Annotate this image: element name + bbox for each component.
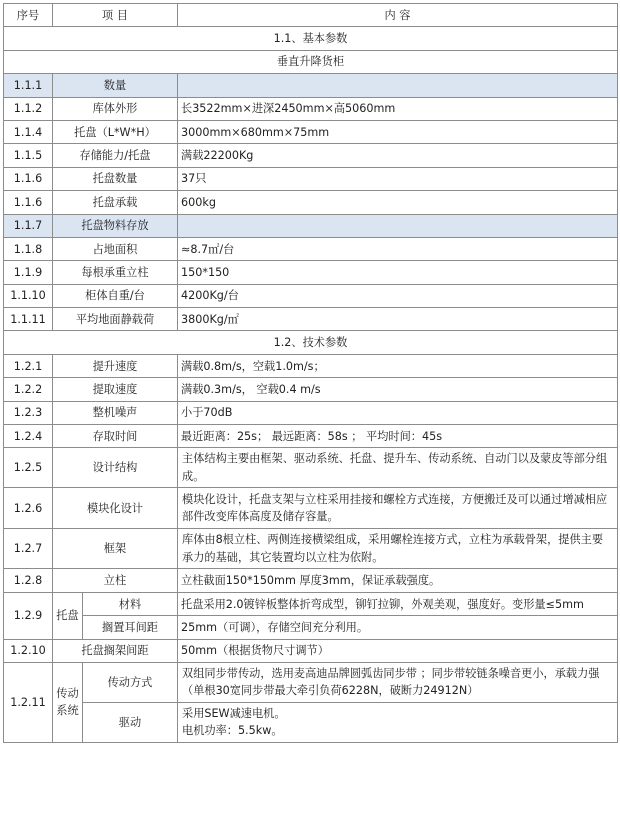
row-no: 1.1.2 [4,97,53,120]
row-no: 1.1.11 [4,308,53,331]
group-129-row [4,616,618,639]
basic-row [4,167,618,190]
row-item: 柜体自重/台 [53,284,178,307]
basic-row [4,237,618,260]
tech-row [4,529,618,569]
row-item: 托盘搁架间距 [53,639,178,662]
basic-row [4,261,618,284]
row-no: 1.1.6 [4,167,53,190]
row-no: 1.2.9 [4,592,53,639]
row-content: 37只 [178,167,618,190]
row-group: 托盘 [53,592,83,639]
row-item: 框架 [53,529,178,569]
row-item: 提升速度 [53,354,178,377]
header-no: 序号 [4,4,53,27]
section-basic-title: 1.1、基本参数 [4,27,618,50]
row-no: 1.1.8 [4,237,53,260]
basic-row [4,308,618,331]
group-129-row [4,592,618,615]
row-content [178,214,618,237]
section-tech-row [4,331,618,354]
basic-row [4,284,618,307]
row-content: 托盘采用2.0镀锌板整体折弯成型，铆钉拉铆，外观美观，强度好。变形量≤5mm [178,592,618,615]
header-content: 内 容 [178,4,618,27]
section-basic-subtitle: 垂直升降货柜 [4,50,618,73]
row-item: 库体外形 [53,97,178,120]
row-content [178,702,618,742]
basic-row [4,214,618,237]
section-tech-title: 1.2、技术参数 [4,331,618,354]
row-content: 50mm（根据货物尺寸调节） [178,639,618,662]
spec-table-body [4,4,618,743]
row-content: 满载0.8m/s，空载1.0m/s； [178,354,618,377]
basic-row [4,120,618,143]
row-no: 1.1.9 [4,261,53,284]
row-content: 4200Kg/台 [178,284,618,307]
row-content: 小于70dB [178,401,618,424]
row-group: 传动系统 [53,662,83,742]
row-content: 满载0.3m/s， 空载0.4 m/s [178,378,618,401]
row-item: 搁置耳间距 [83,616,178,639]
row-item: 材料 [83,592,178,615]
basic-row [4,74,618,97]
row-content: 库体由8根立柱、两侧连接横梁组成，采用螺栓连接方式，立柱为承载骨架，提供主要承力的基础，其它装置均以立柱为依附。 [178,529,618,569]
basic-row [4,191,618,214]
row-no: 1.2.7 [4,529,53,569]
row-content: 双组同步带传动，选用麦高迪品牌圆弧齿同步带 ；同步带较链条噪音更小，承载力强（单根30宽同步带最大牵引负荷6228N，破断力24912N） [178,662,618,702]
tech-row [4,354,618,377]
row-item: 整机噪声 [53,401,178,424]
section-basic-sub-row [4,50,618,73]
row-no: 1.1.5 [4,144,53,167]
row-item: 立柱 [53,569,178,592]
row-item: 托盘（L*W*H） [53,120,178,143]
row-item: 数量 [53,74,178,97]
row-content: 长3522mm×进深2450mm×高5060mm [178,97,618,120]
row-item: 传动方式 [83,662,178,702]
row-content: 3000mm×680mm×75mm [178,120,618,143]
tech-row [4,425,618,448]
row-content-line: 电机功率：5.5kw。 [182,724,283,738]
row-no: 1.1.10 [4,284,53,307]
row-no: 1.2.5 [4,448,53,488]
row-item: 占地面积 [53,237,178,260]
row-no: 1.2.4 [4,425,53,448]
row-no: 1.1.6 [4,191,53,214]
row-item: 每根承重立柱 [53,261,178,284]
row-content: 150*150 [178,261,618,284]
row-no: 1.1.1 [4,74,53,97]
section-basic-row [4,27,618,50]
row-content: 立柱截面150*150mm 厚度3mm，保证承载强度。 [178,569,618,592]
row-content [178,74,618,97]
tech-row [4,378,618,401]
row-item: 设计结构 [53,448,178,488]
spec-table [3,3,618,743]
row-no: 1.1.4 [4,120,53,143]
header-item: 项 目 [53,4,178,27]
row-item: 提取速度 [53,378,178,401]
row-content: ≈8.7㎡/台 [178,237,618,260]
row-item: 模块化设计 [53,488,178,529]
row-no: 1.2.2 [4,378,53,401]
row-no: 1.1.7 [4,214,53,237]
group-1211-row [4,662,618,702]
row-content: 满载22200Kg [178,144,618,167]
row-item: 驱动 [83,702,178,742]
row-content: 模块化设计，托盘支架与立柱采用挂接和螺栓方式连接，方便搬迁及可以通过增减相应部件改变库体高度及储存容量。 [178,488,618,529]
row-content: 25mm（可调），存储空间充分利用。 [178,616,618,639]
tech-row [4,488,618,529]
row-no: 1.2.8 [4,569,53,592]
row-content-line: 采用SEW减速电机。 [182,706,286,720]
row-item: 托盘物料存放 [53,214,178,237]
row-content: 主体结构主要由框架、驱动系统、托盘、提升车、传动系统、自动门以及蒙皮等部分组成。 [178,448,618,488]
row-item: 存取时间 [53,425,178,448]
basic-row [4,97,618,120]
row-content: 600kg [178,191,618,214]
row-item: 托盘承载 [53,191,178,214]
row-content: 最近距离：25s； 最远距离：58s ； 平均时间：45s [178,425,618,448]
group-1211-row [4,702,618,742]
row-content: 3800Kg/㎡ [178,308,618,331]
row-item: 存储能力/托盘 [53,144,178,167]
row-no: 1.2.10 [4,639,53,662]
row-no: 1.2.1 [4,354,53,377]
basic-row [4,144,618,167]
row-1210 [4,639,618,662]
row-item: 平均地面静载荷 [53,308,178,331]
tech-row [4,569,618,592]
tech-row [4,401,618,424]
header-row [4,4,618,27]
tech-row [4,448,618,488]
row-no: 1.2.11 [4,662,53,742]
row-item: 托盘数量 [53,167,178,190]
row-no: 1.2.3 [4,401,53,424]
row-no: 1.2.6 [4,488,53,529]
